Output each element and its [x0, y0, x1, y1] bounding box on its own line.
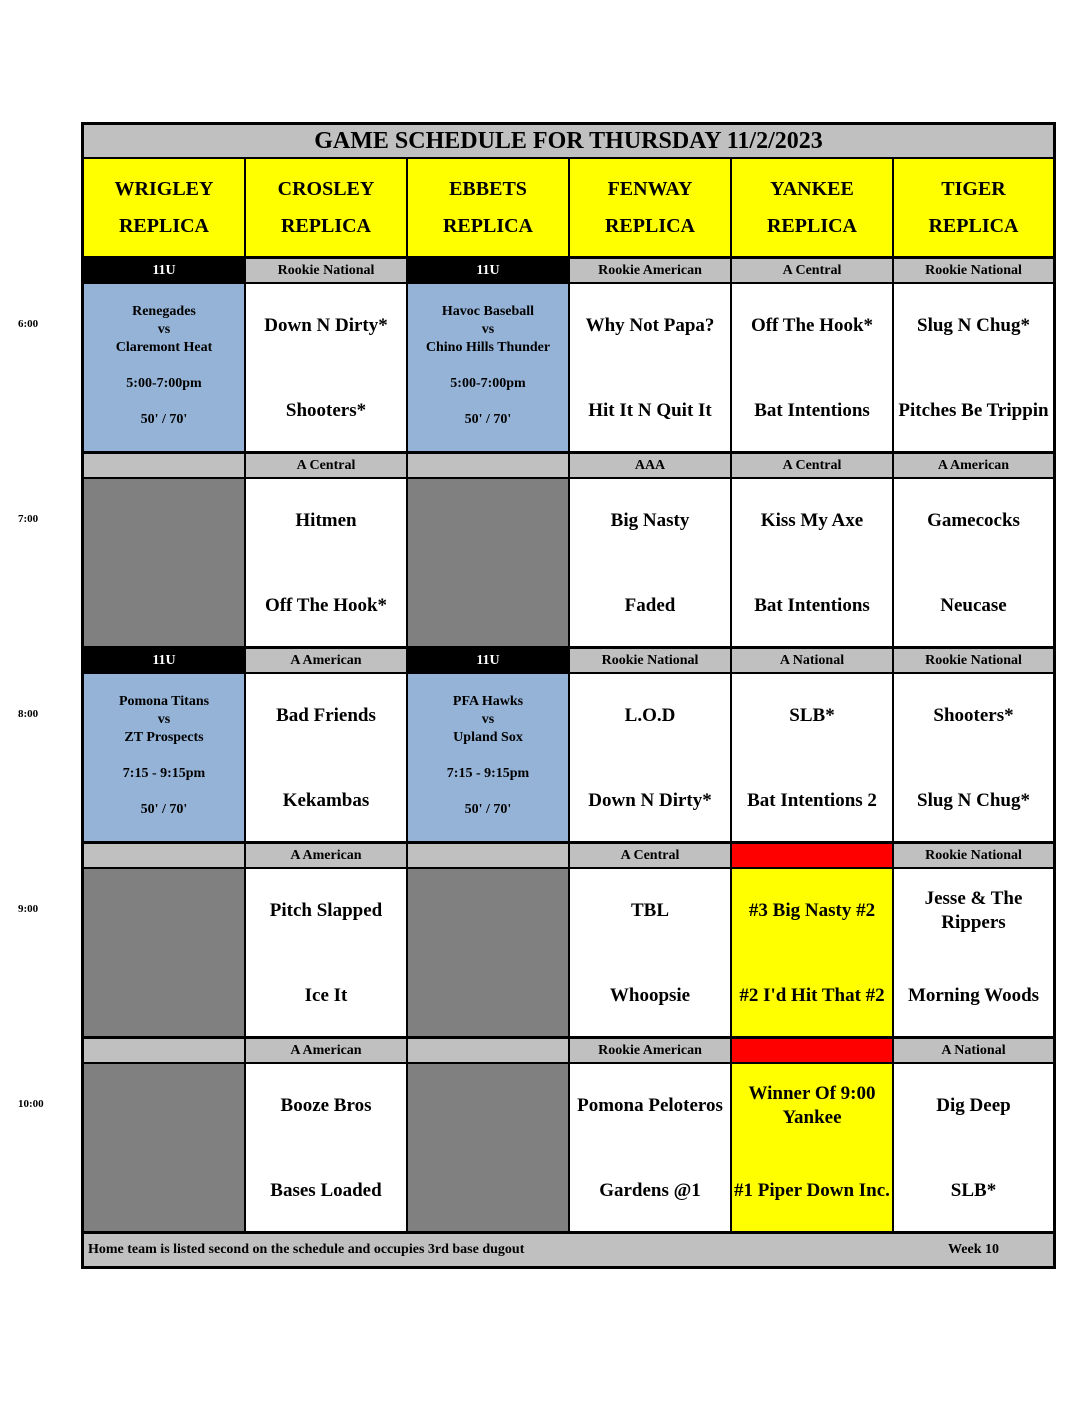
away-team: #3 Big Nasty #2	[748, 900, 876, 921]
away-team: Hitmen	[295, 510, 357, 531]
division-label	[84, 453, 246, 479]
away-team: Jesse & The Rippers	[924, 888, 1023, 933]
youth-game-line: PFA Hawks	[452, 694, 524, 709]
week-label: Week 10	[948, 1242, 999, 1257]
game-cell	[246, 479, 408, 648]
division-label: A American	[246, 843, 408, 869]
home-team: Ice It	[304, 985, 348, 1006]
youth-game-line: vs	[481, 322, 495, 337]
venue-header	[246, 159, 408, 258]
venue-subtitle: REPLICA	[442, 214, 533, 237]
schedule-sheet	[81, 122, 1056, 1269]
away-team: Pomona Peloteros	[577, 1095, 723, 1116]
division-label: A Central	[732, 258, 894, 284]
game-cell	[84, 674, 246, 843]
division-label: 11U	[84, 648, 246, 674]
home-team: Pitches Be Trippin	[898, 400, 1049, 421]
away-team: Down N Dirty*	[264, 315, 388, 336]
division-label: AA playoff	[732, 843, 894, 869]
game-cell	[570, 284, 732, 453]
division-label: 11U	[408, 648, 570, 674]
youth-game-line	[162, 747, 166, 765]
game-cell	[894, 1064, 1053, 1233]
division-label: A American	[246, 648, 408, 674]
division-label	[408, 453, 570, 479]
youth-game-line: 7:15 - 9:15pm	[122, 766, 206, 781]
venue-header	[570, 159, 732, 258]
youth-game-line: 5:00-7:00pm	[450, 376, 526, 391]
venue-subtitle: REPLICA	[928, 214, 1019, 237]
youth-game-line: Havoc Baseball	[441, 304, 535, 319]
division-label: A Central	[246, 453, 408, 479]
division-label: A National	[894, 1038, 1053, 1064]
home-team: Off The Hook*	[264, 595, 388, 616]
home-team: Gardens @1	[599, 1180, 701, 1201]
away-team: TBL	[630, 900, 670, 921]
away-team: Dig Deep	[936, 1095, 1011, 1116]
time-label: 10:00	[18, 1098, 44, 1110]
away-team: Gamecocks	[927, 510, 1020, 531]
home-team: #1 Piper Down Inc.	[734, 1180, 890, 1201]
away-team: SLB*	[789, 705, 835, 726]
game-cell	[732, 869, 894, 1038]
division-label: A American	[894, 453, 1053, 479]
game-cell	[732, 479, 894, 648]
game-cell	[570, 674, 732, 843]
youth-game-line	[486, 783, 490, 801]
venue-subtitle: REPLICA	[766, 214, 857, 237]
home-team: Bat Intentions	[754, 595, 870, 616]
home-team: Bat Intentions	[754, 400, 870, 421]
game-cell	[894, 869, 1053, 1038]
venue-name: WRIGLEY	[114, 177, 214, 200]
away-team: Slug N Chug*	[917, 315, 1030, 336]
game-cell	[84, 284, 246, 453]
division-label	[408, 843, 570, 869]
division-label: 11U	[408, 258, 570, 284]
schedule-title: GAME SCHEDULE FOR THURSDAY 11/2/2023	[84, 125, 1053, 159]
away-team: Bad Friends	[276, 705, 376, 726]
time-label: 7:00	[18, 513, 39, 525]
division-label: 11U	[84, 258, 246, 284]
youth-game-line: 5:00-7:00pm	[126, 376, 202, 391]
division-label: A National	[732, 648, 894, 674]
division-label	[84, 843, 246, 869]
footer-note: Home team is listed second on the schedule and occupies 3rd base dugout	[88, 1242, 525, 1257]
venue-header	[84, 159, 246, 258]
division-label: Rookie National	[894, 648, 1053, 674]
youth-game-line: 7:15 - 9:15pm	[446, 766, 530, 781]
game-cell	[570, 479, 732, 648]
unused-field-cell	[84, 1064, 246, 1233]
time-label: 6:00	[18, 318, 39, 330]
division-label: Rookie National	[894, 258, 1053, 284]
youth-game-line: 50' / 70'	[464, 802, 512, 817]
youth-game-line: Pomona Titans	[118, 694, 210, 709]
venue-name: YANKEE	[770, 177, 854, 200]
division-label: A Central	[570, 843, 732, 869]
youth-game-line	[486, 747, 490, 765]
youth-game-line: Upland Sox	[453, 730, 523, 745]
home-team: SLB*	[950, 1180, 997, 1201]
game-cell	[408, 284, 570, 453]
home-team: Morning Woods	[907, 985, 1040, 1006]
youth-game-line: ZT Prospects	[124, 730, 204, 745]
away-team: Booze Bros	[280, 1095, 372, 1116]
time-label: 8:00	[18, 708, 39, 720]
home-team: Faded	[624, 595, 676, 616]
division-label	[84, 1038, 246, 1064]
game-cell	[894, 284, 1053, 453]
unused-field-cell	[408, 479, 570, 648]
home-team: #2 I'd Hit That #2	[739, 985, 885, 1006]
youth-game-line: vs	[157, 322, 171, 337]
home-team: Down N Dirty*	[588, 790, 712, 811]
game-cell	[732, 674, 894, 843]
youth-game-line	[486, 393, 490, 411]
venue-subtitle: REPLICA	[604, 214, 695, 237]
home-team: Kekambas	[282, 790, 370, 811]
venue-header	[732, 159, 894, 258]
home-team: Whoopsie	[609, 985, 691, 1006]
game-cell	[732, 1064, 894, 1233]
youth-game-line: vs	[157, 712, 171, 727]
youth-game-line	[162, 357, 166, 375]
time-label: 9:00	[18, 903, 39, 915]
youth-game-line: 50' / 70'	[464, 412, 512, 427]
unused-field-cell	[84, 869, 246, 1038]
home-team: Shooters*	[285, 400, 367, 421]
away-team: L.O.D	[624, 705, 676, 726]
away-team: Pitch Slapped	[269, 900, 383, 921]
division-label: Rookie American	[570, 1038, 732, 1064]
unused-field-cell	[408, 1064, 570, 1233]
game-cell	[732, 284, 894, 453]
game-cell	[570, 869, 732, 1038]
away-team: Shooters*	[933, 705, 1014, 726]
unused-field-cell	[84, 479, 246, 648]
away-team: Off The Hook*	[750, 315, 874, 336]
youth-game-line: 50' / 70'	[140, 802, 188, 817]
youth-game-line: Claremont Heat	[115, 340, 213, 355]
home-team: Bat Intentions 2	[747, 790, 877, 811]
home-team: Hit It N Quit It	[588, 400, 712, 421]
division-label: Rookie American	[570, 258, 732, 284]
venue-name: CROSLEY	[277, 177, 375, 200]
youth-game-line: 50' / 70'	[140, 412, 188, 427]
game-cell	[246, 1064, 408, 1233]
youth-game-line	[162, 393, 166, 411]
venue-name: TIGER	[941, 177, 1006, 200]
venue-subtitle: REPLICA	[280, 214, 371, 237]
venue-header	[408, 159, 570, 258]
game-cell	[246, 674, 408, 843]
venue-subtitle: REPLICA	[118, 214, 209, 237]
venue-name: FENWAY	[607, 177, 693, 200]
game-cell	[246, 869, 408, 1038]
home-team: Slug N Chug*	[917, 790, 1030, 811]
home-team: Neucase	[940, 595, 1007, 616]
division-label: AA Champ	[732, 1038, 894, 1064]
venue-name: EBBETS	[449, 177, 527, 200]
game-cell	[246, 284, 408, 453]
away-team: Winner Of 9:00 Yankee	[748, 1083, 876, 1128]
youth-game-line: Chino Hills Thunder	[425, 340, 551, 355]
game-cell	[894, 479, 1053, 648]
away-team: Why Not Papa?	[585, 315, 715, 336]
youth-game-line: vs	[481, 712, 495, 727]
game-cell	[894, 674, 1053, 843]
division-label: Rookie National	[246, 258, 408, 284]
unused-field-cell	[408, 869, 570, 1038]
game-cell	[570, 1064, 732, 1233]
division-label: Rookie National	[894, 843, 1053, 869]
division-label: AAA	[570, 453, 732, 479]
game-cell	[408, 674, 570, 843]
division-label: A American	[246, 1038, 408, 1064]
youth-game-line	[486, 357, 490, 375]
home-team: Bases Loaded	[270, 1180, 382, 1201]
away-team: Kiss My Axe	[760, 510, 864, 531]
venue-header	[894, 159, 1053, 258]
away-team: Big Nasty	[610, 510, 690, 531]
division-label	[408, 1038, 570, 1064]
division-label: Rookie National	[570, 648, 732, 674]
footer	[84, 1233, 1053, 1266]
youth-game-line	[162, 783, 166, 801]
youth-game-line: Renegades	[132, 304, 196, 319]
division-label: A Central	[732, 453, 894, 479]
